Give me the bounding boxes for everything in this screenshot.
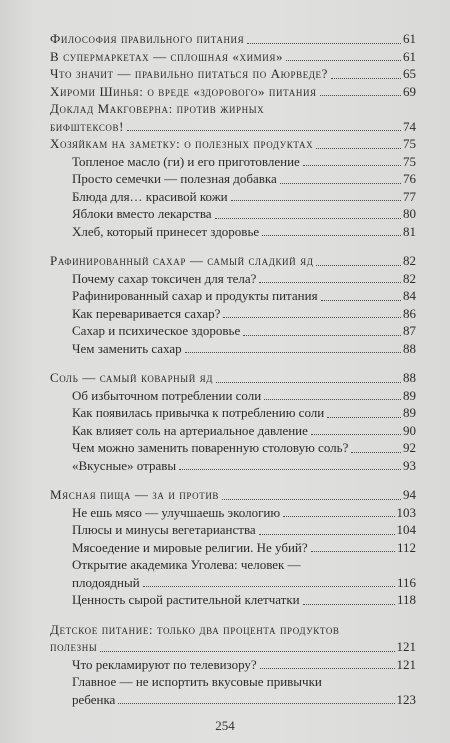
- table-of-contents: [50, 30, 416, 708]
- toc-subentry: [50, 422, 416, 440]
- section-gap: [50, 240, 416, 252]
- toc-entry: [50, 252, 416, 270]
- toc-entry: [50, 48, 416, 66]
- toc-entry: [50, 486, 416, 504]
- toc-entry-title: ребенка: [72, 691, 116, 707]
- toc-entry-title: Чем можно заменить поваренную столовую соль?: [72, 440, 349, 455]
- section-gap: [50, 357, 416, 369]
- toc-subentry: [50, 223, 416, 241]
- toc-entry-page: 103: [396, 504, 416, 520]
- toc-entry-title: Хироми Шинья: о вреде «здорового» питания: [50, 83, 317, 99]
- leader-dots: [311, 434, 401, 435]
- toc-entry-title: Как влияет соль на артериальное давление: [72, 422, 308, 438]
- toc-entry-page: 104: [396, 522, 416, 537]
- toc-entry-title: Рафинированный сахар и продукты питания: [72, 288, 318, 303]
- leader-dots: [143, 586, 395, 587]
- section-gap: [50, 609, 416, 621]
- toc-subentry: [50, 457, 416, 475]
- toc-entry-page: 80: [403, 206, 416, 221]
- toc-entry-page: 116: [396, 574, 416, 590]
- leader-dots: [321, 300, 401, 301]
- toc-entry-page: 93: [403, 457, 416, 473]
- toc-entry-title: Доклад Макговерна: против жирных: [50, 101, 265, 116]
- leader-dots: [262, 235, 401, 236]
- toc-entry-title: «Вкусные» отравы: [72, 457, 177, 473]
- leader-dots: [303, 604, 395, 605]
- toc-subentry: [50, 305, 416, 323]
- toc-subentry: [50, 404, 416, 422]
- toc-subentry: [50, 539, 416, 557]
- toc-entry-page: 74: [403, 118, 416, 134]
- toc-entry-page: 81: [403, 223, 416, 239]
- leader-dots: [316, 265, 401, 266]
- toc-entry-title: плодоядный: [72, 574, 140, 590]
- toc-subentry: [50, 340, 416, 358]
- leader-dots: [243, 335, 401, 336]
- toc-entry-title: Главное — не испортить вкусовые привычки: [72, 674, 322, 689]
- toc-entry-title: Как появилась привычка к потреблению соли: [72, 405, 325, 420]
- toc-entry-title: Как переваривается сахар?: [72, 305, 221, 321]
- leader-dots: [286, 60, 401, 61]
- toc-entry-page: 88: [403, 370, 416, 385]
- toc-entry: [50, 30, 416, 48]
- toc-subentry: [50, 504, 416, 522]
- toc-entry-page: 89: [403, 405, 416, 420]
- leader-dots: [231, 200, 401, 201]
- toc-subentry: [50, 153, 416, 171]
- toc-entry-title: Почему сахар токсичен для тела?: [72, 270, 257, 286]
- toc-entry-page: 69: [403, 83, 416, 99]
- toc-entry-page: 84: [403, 288, 416, 303]
- leader-dots: [247, 43, 401, 44]
- toc-entry-title: Хозяйкам на заметку: о полезных продуктах: [50, 136, 314, 151]
- toc-entry-title: Просто семечки — полезная добавка: [72, 171, 277, 186]
- leader-dots: [316, 148, 401, 149]
- page-number: 254: [215, 718, 235, 733]
- toc-entry: [50, 65, 416, 83]
- toc-subentry: [50, 656, 416, 674]
- toc-entry-title: В супермаркетах — сплошная «химия»: [50, 48, 284, 64]
- toc-entry-title: Яблоки вместо лекарства: [72, 206, 212, 221]
- leader-dots: [264, 399, 401, 400]
- leader-dots: [118, 703, 394, 704]
- toc-entry-page: 75: [403, 153, 416, 169]
- toc-entry-title: Чем заменить сахар: [72, 340, 182, 356]
- toc-entry-title: Об избыточном потреблении соли: [72, 387, 262, 403]
- toc-entry-title: Рафинированный сахар — самый сладкий яд: [50, 253, 314, 268]
- toc-entry: [50, 135, 416, 153]
- toc-subentry: [50, 439, 416, 457]
- toc-entry-page: 92: [403, 440, 416, 455]
- toc-entry-page: 121: [396, 656, 416, 672]
- toc-entry-title: Что значит — правильно питаться по Аюрведе?: [50, 66, 328, 81]
- leader-dots: [215, 218, 401, 219]
- toc-subentry: [50, 287, 416, 305]
- leader-dots: [260, 668, 395, 669]
- toc-entry-page: 121: [396, 639, 416, 654]
- toc-entry-title: Мясная пища — за и против: [50, 487, 220, 502]
- toc-subentry: [50, 322, 416, 340]
- leader-dots: [331, 78, 401, 79]
- toc-entry-page: 75: [403, 136, 416, 151]
- leader-dots: [259, 534, 395, 535]
- leader-dots: [185, 352, 401, 353]
- leader-dots: [280, 183, 401, 184]
- toc-entry-page: 94: [403, 487, 416, 502]
- toc-entry-title: Философия правильного питания: [50, 31, 245, 46]
- toc-entry-page: 86: [403, 305, 416, 321]
- toc-entry-page: 89: [403, 387, 416, 403]
- toc-entry-page: 90: [403, 422, 416, 438]
- toc-subentry: [50, 270, 416, 288]
- section-gap: [50, 474, 416, 486]
- toc-entry-page: 88: [403, 340, 416, 356]
- toc-subentry: [50, 556, 416, 574]
- toc-entry-page: 82: [403, 270, 416, 286]
- toc-subentry: [50, 521, 416, 539]
- leader-dots: [303, 165, 401, 166]
- toc-entry-page: 76: [403, 171, 416, 186]
- toc-entry-title: Хлеб, который принесет здоровье: [72, 223, 260, 239]
- toc-entry-page: 77: [403, 188, 416, 204]
- toc-entry-title: Открытие академика Уголева: человек —: [72, 557, 301, 572]
- leader-dots: [259, 282, 401, 283]
- leader-dots: [327, 417, 401, 418]
- toc-entry: [50, 83, 416, 101]
- toc-entry-continued: [50, 638, 416, 656]
- toc-entry-continued: [50, 118, 416, 136]
- toc-subentry: [50, 205, 416, 223]
- toc-entry-title: Мясоедение и мировые религии. Не убий?: [72, 539, 308, 555]
- leader-dots: [100, 651, 394, 652]
- toc-entry-page: 65: [403, 66, 416, 81]
- toc-entry-title: Соль — самый коварный яд: [50, 370, 214, 385]
- toc-subentry: [50, 673, 416, 691]
- leader-dots: [179, 469, 401, 470]
- toc-subentry: [50, 188, 416, 206]
- toc-entry-title: Что рекламируют по телевизору?: [72, 656, 257, 672]
- toc-entry-title: полезны: [50, 639, 98, 654]
- leader-dots: [223, 317, 401, 318]
- leader-dots: [351, 452, 401, 453]
- toc-entry-page: 112: [396, 539, 416, 555]
- toc-entry-page: 123: [396, 691, 416, 707]
- toc-entry: [50, 100, 416, 118]
- toc-entry-page: 61: [403, 31, 416, 46]
- toc-entry-title: Блюда для… красивой кожи: [72, 188, 228, 204]
- toc-entry: [50, 369, 416, 387]
- leader-dots: [222, 499, 401, 500]
- leader-dots: [320, 95, 401, 96]
- toc-entry-title: Плюсы и минусы вегетарианства: [72, 522, 256, 537]
- toc-entry-title: Топленое масло (ги) и его приготовление: [72, 153, 300, 169]
- toc-subentry-continued: [50, 574, 416, 592]
- toc-entry-title: Не ешь мясо — улучшаешь экологию: [72, 504, 281, 520]
- toc-subentry: [50, 591, 416, 609]
- toc-entry-page: 61: [403, 48, 416, 64]
- toc-entry-page: 82: [403, 253, 416, 268]
- toc-entry-title: Ценность сырой растительной клетчатки: [72, 592, 300, 607]
- toc-entry: [50, 621, 416, 639]
- toc-subentry-continued: [50, 691, 416, 709]
- toc-entry-title: Сахар и психическое здоровье: [72, 323, 241, 338]
- leader-dots: [216, 382, 401, 383]
- toc-entry-title: Детское питание: только два процента продуктов: [50, 621, 340, 637]
- toc-entry-page: 118: [396, 592, 416, 607]
- toc-subentry: [50, 387, 416, 405]
- leader-dots: [311, 551, 395, 552]
- leader-dots: [283, 516, 394, 517]
- leader-dots: [127, 130, 401, 131]
- toc-subentry: [50, 170, 416, 188]
- toc-entry-page: 87: [403, 323, 416, 338]
- toc-entry-title: бифштексов!: [50, 118, 125, 134]
